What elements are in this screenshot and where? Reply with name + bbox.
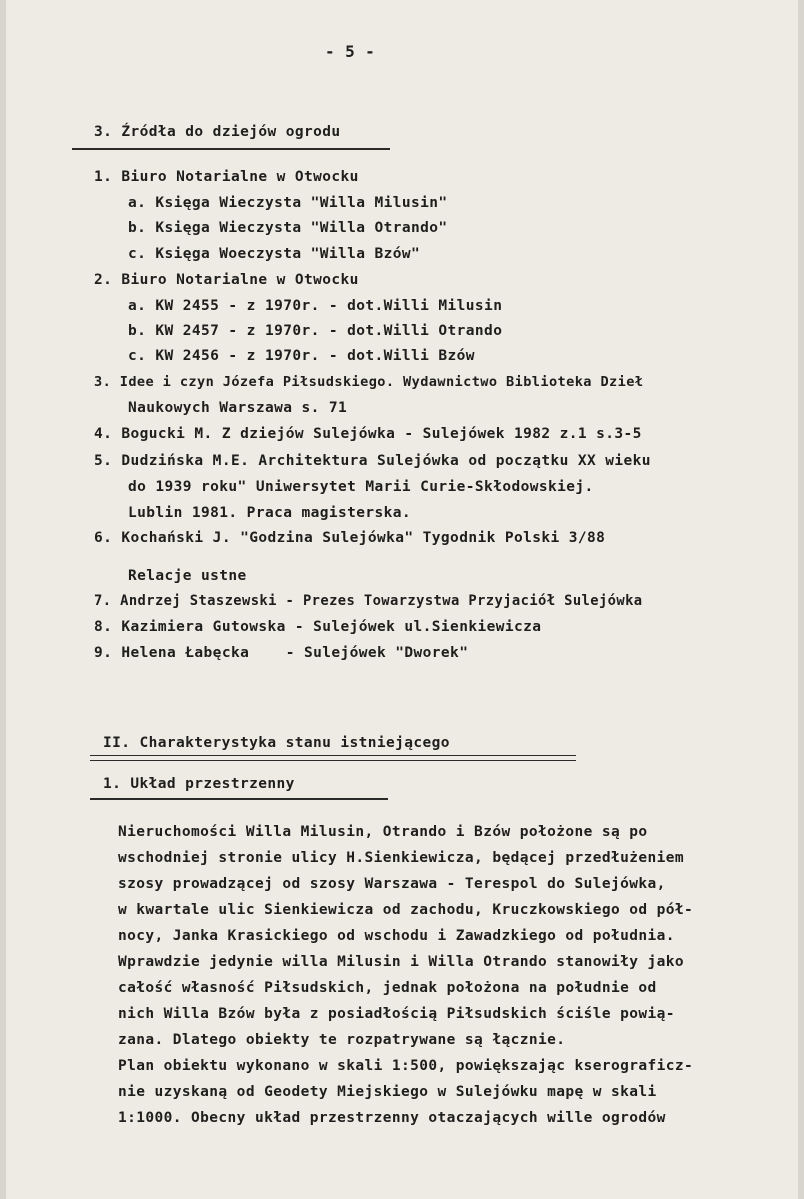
paragraph-line: całość własność Piłsudskich, jednak położona na południe od (118, 980, 657, 996)
source-item: do 1939 roku" Uniwersytet Marii Curie-Skłodowskiej. (128, 479, 594, 495)
source-item: b. KW 2457 - z 1970r. - dot.Willi Otrando (128, 323, 503, 339)
sources-heading-underline (72, 148, 390, 150)
paragraph-line: nich Willa Bzów była z posiadłością Piłsudskich ściśle powią- (118, 1006, 675, 1022)
source-item: 9. Helena Łabęcka - Sulejówek "Dworek" (94, 645, 469, 661)
source-item: 3. Idee i czyn Józefa Piłsudskiego. Wydawnictwo Biblioteka Dzieł (94, 374, 644, 390)
paragraph-line: szosy prowadzącej od szosy Warszawa - Terespol do Sulejówka, (118, 876, 666, 892)
source-item: b. Księga Wieczysta "Willa Otrando" (128, 220, 448, 236)
paragraph-line: w kwartale ulic Sienkiewicza od zachodu, Kruczkowskiego od pół- (118, 902, 694, 918)
source-item: c. KW 2456 - z 1970r. - dot.Willi Bzów (128, 348, 475, 364)
paragraph-line: Nieruchomości Willa Milusin, Otrando i Bzów położone są po (118, 824, 648, 840)
source-item: a. KW 2455 - z 1970r. - dot.Willi Milusin (128, 298, 503, 314)
source-item: Naukowych Warszawa s. 71 (128, 400, 348, 416)
source-item: a. Księga Wieczysta "Willa Milusin" (128, 195, 448, 211)
oral-accounts-label: Relacje ustne (128, 568, 247, 584)
paragraph-line: Wprawdzie jedynie willa Milusin i Willa Otrando stanowiły jako (118, 954, 685, 970)
source-item: 2. Biuro Notarialne w Otwocku (94, 272, 359, 288)
paragraph-line: zana. Dlatego obiekty te rozpatrywane są łącznie. (118, 1032, 566, 1048)
source-item: 6. Kochański J. "Godzina Sulejówka" Tygodnik Polski 3/88 (94, 530, 606, 546)
source-item: 7. Andrzej Staszewski - Prezes Towarzystwa Przyjaciół Sulejówka (94, 593, 643, 609)
spatial-layout-underline (90, 798, 388, 800)
paragraph-line: wschodniej stronie ulicy H.Sienkiewicza, będącej przedłużeniem (118, 850, 685, 866)
page-number: - 5 - (325, 42, 376, 61)
paragraph-line: nocy, Janka Krasickiego od wschodu i Zawadzkiego od południa. (118, 928, 675, 944)
spatial-layout-subheading: 1. Układ przestrzenny (103, 776, 295, 792)
page-left-edge (0, 0, 6, 1199)
source-item: 5. Dudzińska M.E. Architektura Sulejówka od początku XX wieku (94, 453, 651, 469)
source-item: 8. Kazimiera Gutowska - Sulejówek ul.Sienkiewicza (94, 619, 542, 635)
page-right-edge (798, 0, 804, 1199)
paragraph-line: Plan obiektu wykonano w skali 1:500, powiększając kserograficz- (118, 1058, 694, 1074)
source-item: 1. Biuro Notarialne w Otwocku (94, 169, 359, 185)
characteristics-heading-double-underline (90, 755, 576, 761)
source-item: 4. Bogucki M. Z dziejów Sulejówka - Sulejówek 1982 z.1 s.3-5 (94, 426, 642, 442)
source-item: c. Księga Woeczysta "Willa Bzów" (128, 246, 421, 262)
paragraph-line: nie uzyskaną od Geodety Miejskiego w Sulejówku mapę w skali (118, 1084, 657, 1100)
characteristics-heading: II. Charakterystyka stanu istniejącego (103, 735, 450, 751)
source-item: Lublin 1981. Praca magisterska. (128, 505, 412, 521)
sources-heading: 3. Źródła do dziejów ogrodu (94, 124, 341, 140)
paragraph-line: 1:1000. Obecny układ przestrzenny otaczających wille ogrodów (118, 1110, 666, 1126)
